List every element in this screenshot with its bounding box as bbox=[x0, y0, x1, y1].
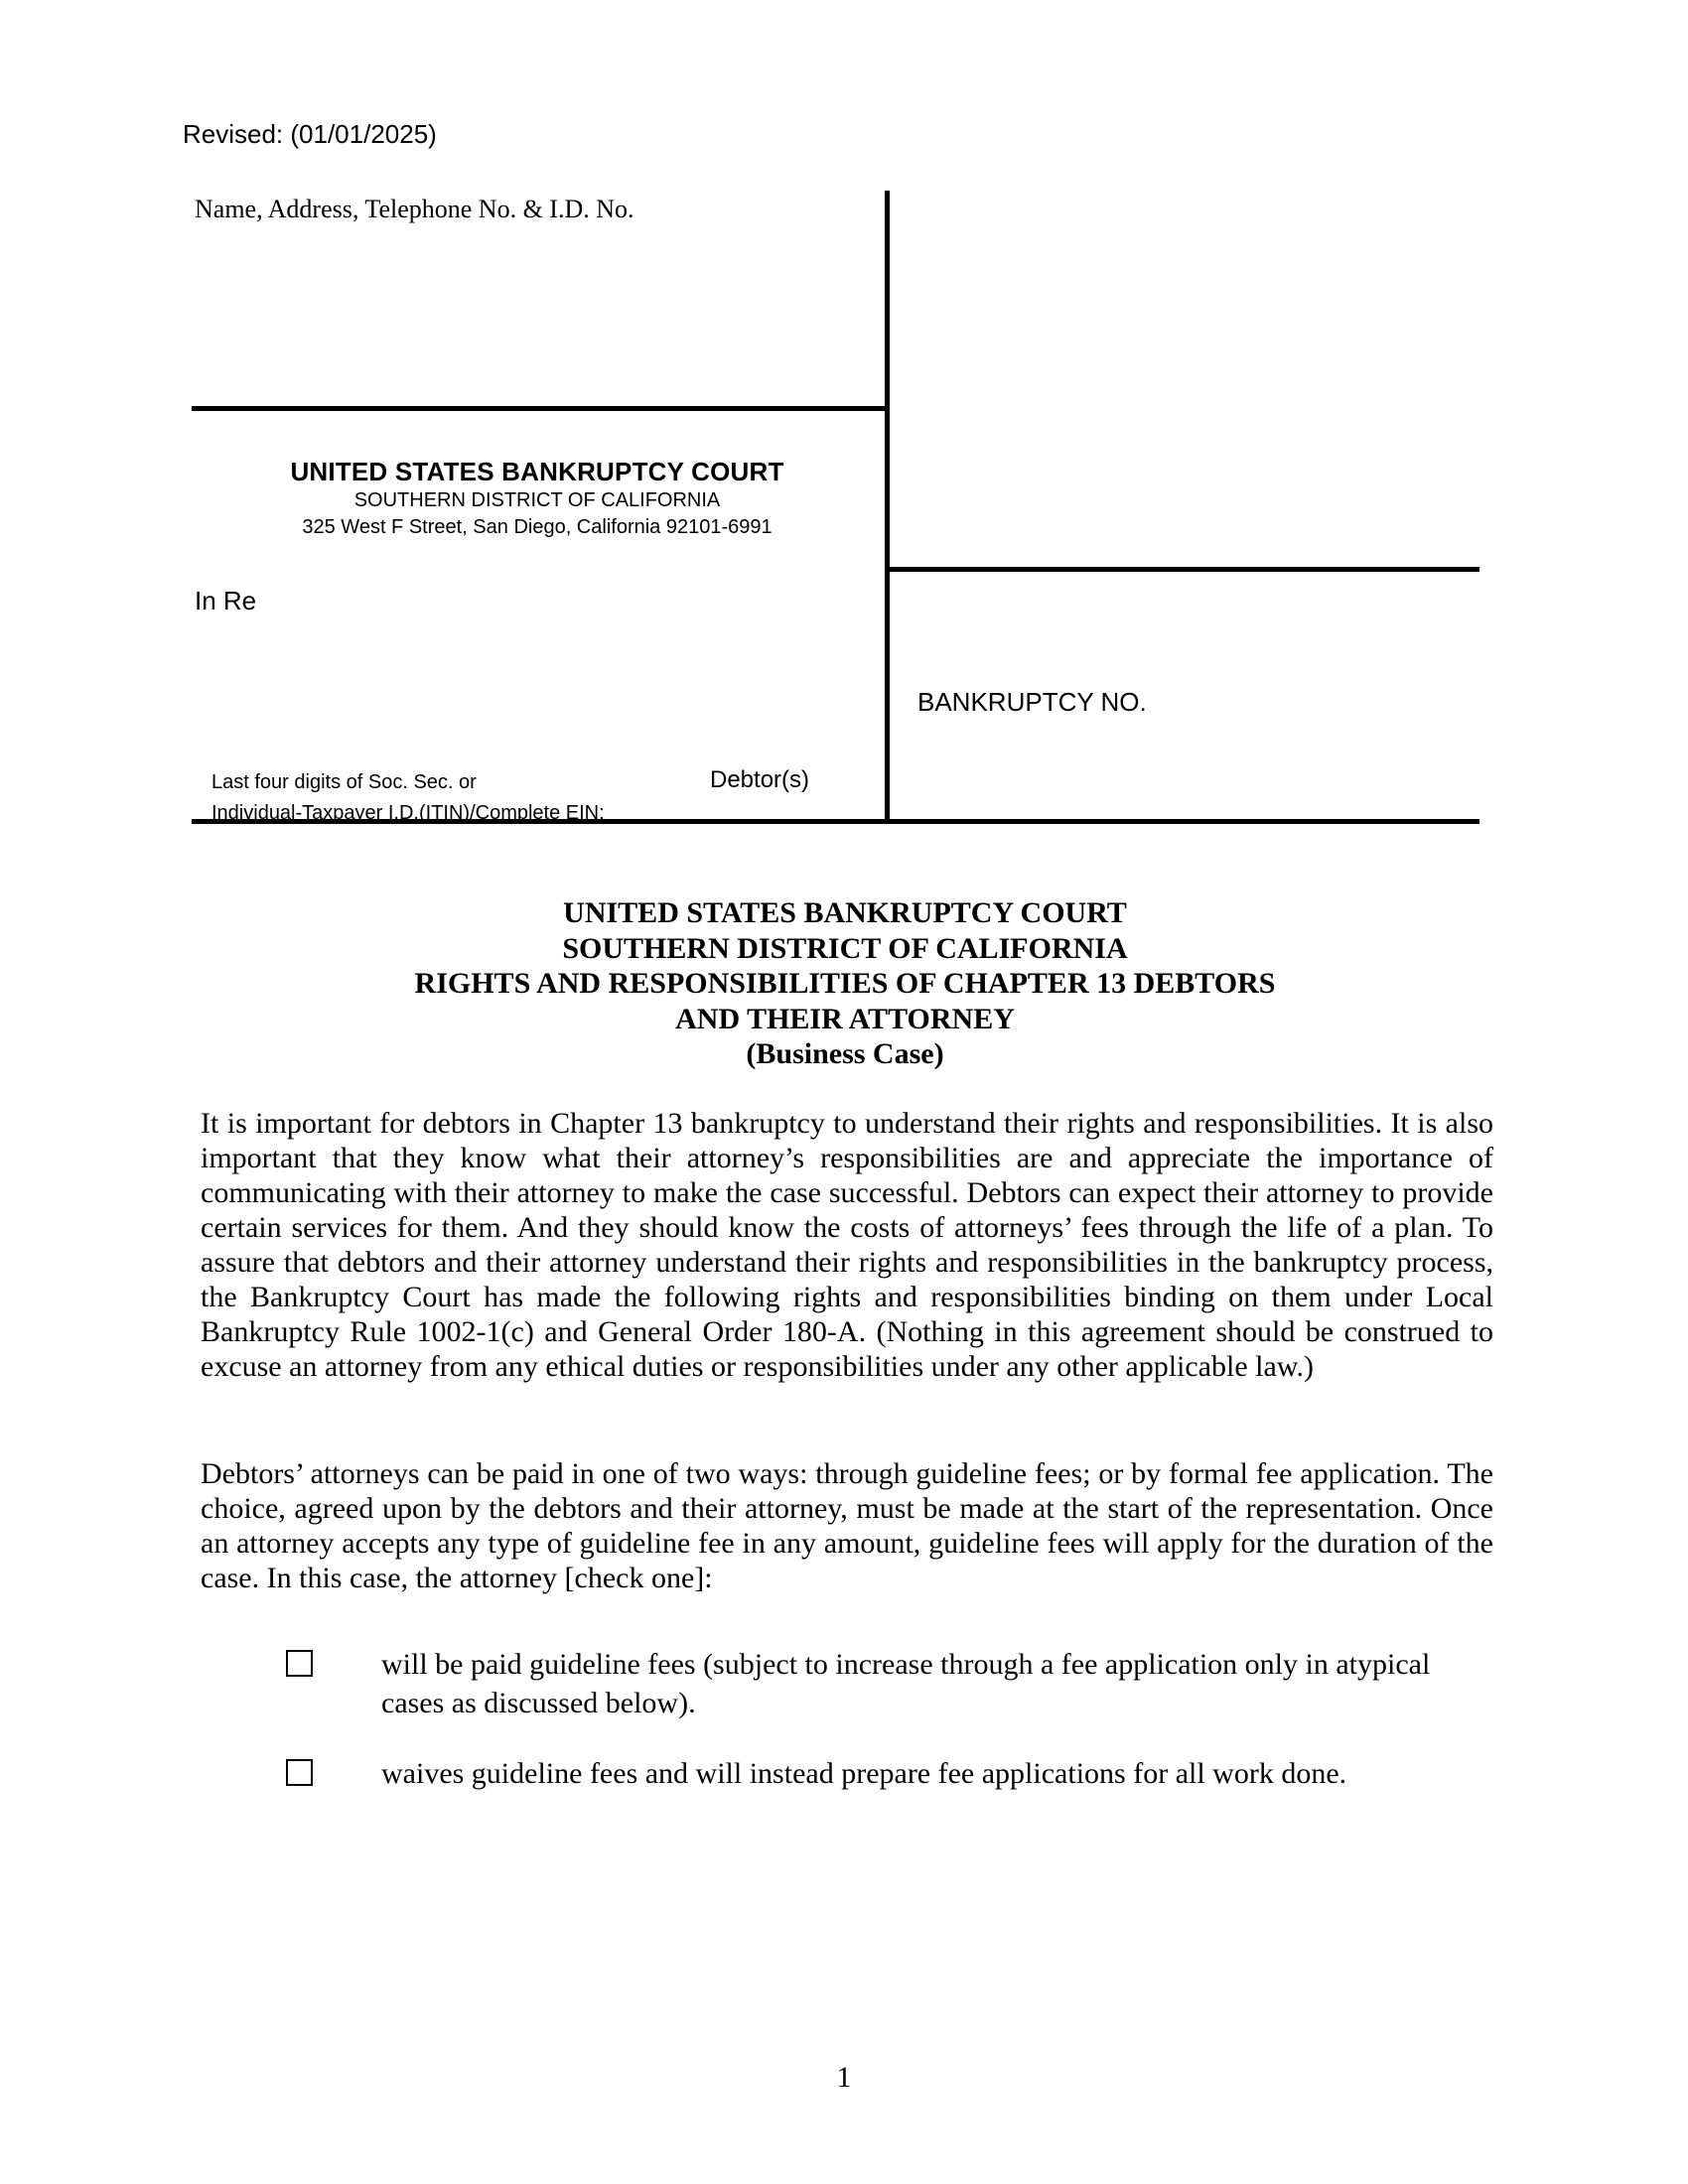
name-address-label: Name, Address, Telephone No. & I.D. No. bbox=[195, 195, 634, 223]
title-line-subject: RIGHTS AND RESPONSIBILITIES OF CHAPTER 13 DEBTORS bbox=[414, 967, 1276, 1000]
title-line-court: UNITED STATES BANKRUPTCY COURT bbox=[563, 896, 1127, 929]
page-number: 1 bbox=[836, 2061, 852, 2094]
intro-paragraph: It is important for debtors in Chapter 13 bankruptcy to understand their rights and responsibilities. It is also important that they know what their attorney’s responsibilities are and appreciate the importance of communicating with their attorney to make the case successful. Debtors can expect their attorney to provide certain services for them. And they should know the costs of attorneys’ fees through the life of a plan. To assure that debtors and their attorney understand their rights and responsibilities in the bankruptcy process, the Bankruptcy Court has made the following rights and responsibilities binding on them under Local Bankruptcy Rule 1002-1(c) and General Order 180-A. (Nothing in this agreement should be construed to excuse an attorney from any ethical duties or responsibilities under any other applicable law.) bbox=[201, 1107, 1493, 1383]
court-header bbox=[195, 457, 880, 539]
caption-vertical-divider-bottom bbox=[885, 567, 890, 824]
guideline-fees-option-label: will be paid guideline fees (subject to increase through a fee application only in atypical cases as discussed below). bbox=[381, 1648, 1431, 1719]
caption-divider-name bbox=[192, 406, 890, 411]
waive-guideline-fees-option-label: waives guideline fees and will instead prepare fee applications for all work done. bbox=[381, 1757, 1347, 1790]
caption-vertical-divider-middle bbox=[885, 406, 890, 570]
caption-vertical-divider-top bbox=[885, 191, 890, 409]
court-name: UNITED STATES BANKRUPTCY COURT bbox=[290, 457, 784, 486]
in-re-label: In Re bbox=[195, 586, 257, 615]
revised-date: Revised: (01/01/2025) bbox=[183, 119, 437, 149]
guideline-fees-checkbox[interactable] bbox=[286, 1650, 313, 1677]
debtors-label: Debtor(s) bbox=[710, 766, 810, 793]
bankruptcy-number-label: BANKRUPTCY NO. bbox=[917, 687, 1147, 717]
title-line-district: SOUTHERN DISTRICT OF CALIFORNIA bbox=[562, 931, 1128, 965]
court-district: SOUTHERN DISTRICT OF CALIFORNIA bbox=[353, 489, 721, 511]
ssn-label-line1: Last four digits of Soc. Sec. or bbox=[211, 771, 477, 793]
ssn-label-line2: Individual-Taxpayer I.D.(ITIN)/Complete EIN: bbox=[211, 802, 605, 824]
caption-divider-court bbox=[885, 567, 1479, 572]
waive-guideline-fees-checkbox[interactable] bbox=[286, 1759, 313, 1786]
document-title bbox=[195, 895, 1495, 1072]
title-line-case-type: (Business Case) bbox=[746, 1037, 944, 1070]
court-address: 325 West F Street, San Diego, California 92101-6991 bbox=[302, 516, 773, 538]
fee-paragraph: Debtors’ attorneys can be paid in one of two ways: through guideline fees; or by formal fee application. The choice, agreed upon by the debtors and their attorney, must be made at the start of the representation. Once an attorney accepts any type of guideline fee in any amount, guideline fees will apply for the duration of the case. In this case, the attorney [check one]: bbox=[201, 1457, 1493, 1594]
title-line-subject-cont: AND THEIR ATTORNEY bbox=[675, 1002, 1015, 1035]
